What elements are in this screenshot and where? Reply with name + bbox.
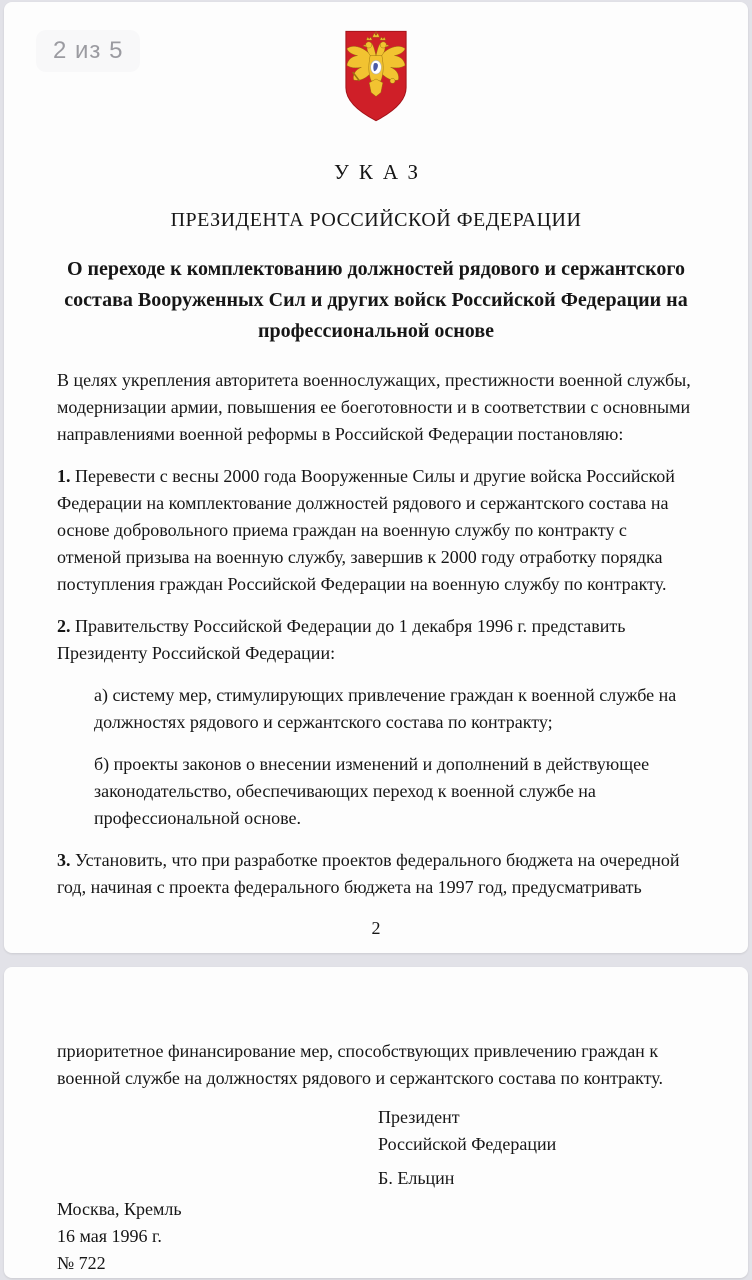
issue-place: Москва, Кремль [57,1199,182,1219]
issue-number: № 722 [57,1253,106,1273]
doc-item-1-number: 1. [57,466,71,486]
doc-page-number: 2 [371,918,381,938]
document-page-2[interactable] [4,967,748,1278]
doc-issuer-heading: ПРЕЗИДЕНТА РОССИЙСКОЙ ФЕДЕРАЦИИ [170,209,582,231]
page-indicator-label: 2 из 5 [53,37,124,64]
document-page-1[interactable] [4,2,748,953]
doc-title: О переходе к комплектованию должностей рядового и сержантского состава Вооруженных Сил и других войск Российской Федерации на профессиональной основе [64,258,688,342]
doc-continuation-text: приоритетное финансирование мер, способствующих привлечению граждан к военной службе на должностях рядового и сержантского состава по контракту. [57,1041,664,1088]
signature-role-line-2: Российской Федерации [378,1134,557,1154]
doc-subitem-b [57,751,695,832]
signature-name: Б. Ельцин [378,1168,455,1188]
doc-subitem-b-label: б) [94,754,110,774]
doc-subitem-b-text: проекты законов о внесении изменений и дополнений в действующее законодательство, обеспечивающих переход к военной службе на профессиональной основе. [94,754,650,828]
page-indicator-badge [36,30,140,72]
doc-item-2-number: 2. [57,616,71,636]
doc-item-3-text: Установить, что при разработке проектов федерального бюджета на очередной год, начиная с проекта федерального бюджета на 1997 год, предусматривать [57,850,680,897]
doc-subitem-a-text: систему мер, стимулирующих привлечение граждан к военной службе на должностях рядового и сержантского состава по контракту; [94,685,677,732]
doc-item-2 [57,613,695,667]
doc-subitem-a-label: а) [94,685,108,705]
doc-subitem-a [57,682,695,736]
doc-preamble: В целях укрепления авторитета военнослужащих, престижности военной службы, модернизации армии, повышения ее боеготовности и в соответствии с основными направлениями военной реформы в Российской Федерации постановляю: [57,370,691,444]
doc-item-3-number: 3. [57,850,71,870]
doc-item-1-text: Перевести с весны 2000 года Вооруженные Силы и другие войска Российской Федерации на комплектование должностей рядового и сержантского состава на основе добровольного приема граждан на военную службу по контракту с отменой призыва на военную службу, завершив к 2000 году отработку порядка поступления граждан Российской Федерации на военную службу по контракту. [57,466,675,594]
issue-details-block [57,1196,695,1277]
signature-role-line-1: Президент [378,1107,460,1127]
signature-block [378,1104,695,1192]
russia-coat-of-arms-icon [342,28,410,124]
doc-type-heading: УКАЗ [333,160,429,184]
issue-date: 16 мая 1996 г. [57,1226,162,1246]
doc-item-2-text: Правительству Российской Федерации до 1 декабря 1996 г. представить Президенту Российской Федерации: [57,616,626,663]
doc-item-1 [57,463,695,598]
doc-item-3 [57,847,695,901]
